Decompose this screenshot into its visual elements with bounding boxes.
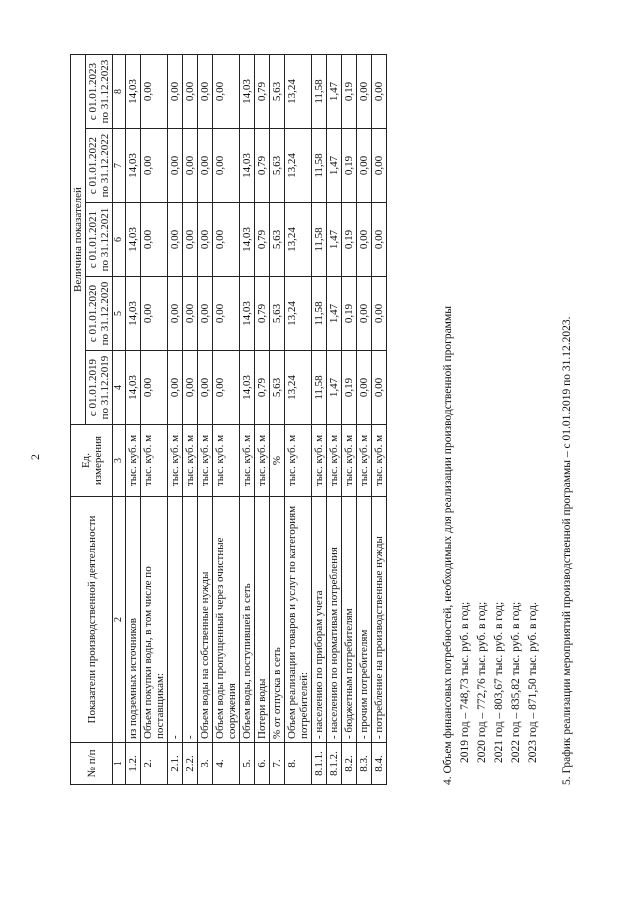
page-number: 2 bbox=[28, 454, 42, 460]
row-unit: тыс. куб. м bbox=[357, 425, 372, 497]
row-value: 14,03 bbox=[126, 203, 141, 277]
row-number: 5. bbox=[240, 743, 255, 785]
table-row bbox=[240, 55, 255, 785]
row-indicator-name: - населению по нормативам потребления bbox=[327, 497, 342, 743]
table-row bbox=[372, 55, 387, 785]
row-unit: тыс. куб. м bbox=[141, 425, 168, 497]
row-unit: тыс. куб. м bbox=[372, 425, 387, 497]
row-value: 0,00 bbox=[183, 55, 198, 129]
row-value: 11,58 bbox=[312, 55, 327, 129]
row-unit: тыс. куб. м bbox=[255, 425, 270, 497]
row-number: 7. bbox=[270, 743, 285, 785]
row-number: 6. bbox=[255, 743, 270, 785]
table-row bbox=[255, 55, 270, 785]
row-indicator-name: Объем покупки воды, в том числе по поставщикам: bbox=[141, 497, 168, 743]
row-indicator-name: - потребление на производственные нужды bbox=[372, 497, 387, 743]
table-row bbox=[198, 55, 213, 785]
row-value: 1,47 bbox=[327, 203, 342, 277]
row-value: 0,79 bbox=[255, 277, 270, 351]
row-unit: тыс. куб. м bbox=[285, 425, 312, 497]
row-value: 1,47 bbox=[327, 351, 342, 425]
table-row bbox=[312, 55, 327, 785]
financial-line: 2019 год – 748,73 тыс. руб. в год; bbox=[459, 601, 471, 763]
row-unit: тыс. куб. м bbox=[327, 425, 342, 497]
row-value: 0,00 bbox=[168, 203, 183, 277]
row-value: 11,58 bbox=[312, 203, 327, 277]
row-value: 0,00 bbox=[168, 55, 183, 129]
row-number: 8.1.1. bbox=[312, 743, 327, 785]
column-index: 6 bbox=[113, 203, 126, 277]
row-number: 2. bbox=[141, 743, 168, 785]
table-row bbox=[357, 55, 372, 785]
row-value: 0,00 bbox=[141, 277, 168, 351]
row-number: 8.4. bbox=[372, 743, 387, 785]
header-indicator: Показатели производственной деятельности bbox=[71, 497, 113, 743]
table-row bbox=[183, 55, 198, 785]
row-value: 0,19 bbox=[342, 203, 357, 277]
table-row bbox=[342, 55, 357, 785]
row-value: 14,03 bbox=[240, 203, 255, 277]
row-unit: тыс. куб. м bbox=[168, 425, 183, 497]
row-value: 0,00 bbox=[213, 351, 240, 425]
financial-line: 2023 год – 871,50 тыс. руб. в год. bbox=[527, 602, 539, 763]
row-value: 0,00 bbox=[198, 55, 213, 129]
table-row bbox=[126, 55, 141, 785]
row-value: 0,00 bbox=[357, 351, 372, 425]
row-value: 11,58 bbox=[312, 277, 327, 351]
column-index: 7 bbox=[113, 129, 126, 203]
row-value: 0,00 bbox=[183, 277, 198, 351]
row-unit: тыс. куб. м bbox=[240, 425, 255, 497]
row-number: 8.1.2. bbox=[327, 743, 342, 785]
row-value: 0,19 bbox=[342, 129, 357, 203]
row-value: 0,00 bbox=[213, 55, 240, 129]
row-value: 14,03 bbox=[240, 129, 255, 203]
row-value: 0,00 bbox=[183, 129, 198, 203]
header-period-2019: с 01.01.2019 по 31.12.2019 bbox=[86, 351, 113, 425]
row-value: 0,00 bbox=[141, 129, 168, 203]
header-unit: Ед. измерения bbox=[71, 425, 113, 497]
row-value: 0,00 bbox=[372, 55, 387, 129]
row-value: 13,24 bbox=[285, 55, 312, 129]
row-value: 0,00 bbox=[168, 351, 183, 425]
header-num: № п/п bbox=[71, 743, 113, 785]
row-value: 0,00 bbox=[141, 351, 168, 425]
row-value: 13,24 bbox=[285, 129, 312, 203]
row-unit: тыс. куб. м bbox=[312, 425, 327, 497]
row-value: 14,03 bbox=[126, 129, 141, 203]
row-value: 0,79 bbox=[255, 55, 270, 129]
row-unit: тыс. куб. м bbox=[213, 425, 240, 497]
row-indicator-name: Потери воды bbox=[255, 497, 270, 743]
row-number: 2.1. bbox=[168, 743, 183, 785]
table-row bbox=[213, 55, 240, 785]
row-value: 14,03 bbox=[240, 55, 255, 129]
row-value: 0,00 bbox=[168, 277, 183, 351]
column-index: 4 bbox=[113, 351, 126, 425]
row-value: 5,63 bbox=[270, 55, 285, 129]
row-value: 0,00 bbox=[213, 129, 240, 203]
row-value: 5,63 bbox=[270, 129, 285, 203]
row-number: 8. bbox=[285, 743, 312, 785]
header-values-group: Величина показателей bbox=[71, 55, 86, 425]
row-value: 13,24 bbox=[285, 277, 312, 351]
row-number: 3. bbox=[198, 743, 213, 785]
row-value: 0,19 bbox=[342, 277, 357, 351]
row-indicator-name: - bbox=[183, 497, 198, 743]
row-value: 0,00 bbox=[372, 277, 387, 351]
table-row bbox=[327, 55, 342, 785]
row-value: 0,00 bbox=[213, 203, 240, 277]
row-number: 8.3. bbox=[357, 743, 372, 785]
row-value: 0,19 bbox=[342, 351, 357, 425]
row-value: 0,00 bbox=[168, 129, 183, 203]
row-value: 0,19 bbox=[342, 55, 357, 129]
row-value: 13,24 bbox=[285, 203, 312, 277]
financial-line: 2022 год – 835,82 тыс. руб. в год; bbox=[510, 601, 522, 763]
row-value: 5,63 bbox=[270, 203, 285, 277]
row-value: 14,03 bbox=[126, 277, 141, 351]
row-value: 14,03 bbox=[126, 55, 141, 129]
row-value: 0,00 bbox=[372, 129, 387, 203]
row-unit: тыс. куб. м bbox=[198, 425, 213, 497]
row-value: 0,79 bbox=[255, 203, 270, 277]
row-indicator-name: % от отпуска в сеть bbox=[270, 497, 285, 743]
row-value: 1,47 bbox=[327, 277, 342, 351]
row-unit: % bbox=[270, 425, 285, 497]
financial-line: 2021 год – 803,67 тыс. руб. в год; bbox=[493, 601, 505, 763]
header-period-2023: с 01.01.2023 по 31.12.2023 bbox=[86, 55, 113, 129]
row-number: 4. bbox=[213, 743, 240, 785]
row-number: 8.2. bbox=[342, 743, 357, 785]
financial-needs-title: 4. Объем финансовых потребностей, необходимых для реализации производственной программы bbox=[442, 306, 454, 785]
row-value: 1,47 bbox=[327, 129, 342, 203]
header-period-2022: с 01.01.2022 по 31.12.2022 bbox=[86, 129, 113, 203]
financial-line: 2020 год – 772,76 тыс. руб. в год; bbox=[476, 601, 488, 763]
row-value: 0,79 bbox=[255, 129, 270, 203]
row-number: 2.2. bbox=[183, 743, 198, 785]
row-indicator-name: Объем реализации товаров и услуг по категориям потребителей: bbox=[285, 497, 312, 743]
row-value: 0,00 bbox=[198, 129, 213, 203]
table-row bbox=[168, 55, 183, 785]
row-value: 0,00 bbox=[357, 277, 372, 351]
row-indicator-name: - прочим потребителям bbox=[357, 497, 372, 743]
row-value: 0,00 bbox=[141, 203, 168, 277]
table-row bbox=[270, 55, 285, 785]
row-value: 0,00 bbox=[198, 203, 213, 277]
row-indicator-name: из подземных источников bbox=[126, 497, 141, 743]
row-value: 14,03 bbox=[240, 277, 255, 351]
row-value: 13,24 bbox=[285, 351, 312, 425]
row-value: 0,00 bbox=[357, 55, 372, 129]
column-index: 5 bbox=[113, 277, 126, 351]
row-number: 1.2. bbox=[126, 743, 141, 785]
row-indicator-name: - населению по приборам учета bbox=[312, 497, 327, 743]
row-value: 0,00 bbox=[372, 351, 387, 425]
row-indicator-name: Объем воды на собственные нужды bbox=[198, 497, 213, 743]
column-index: 2 bbox=[113, 497, 126, 743]
row-value: 0,00 bbox=[141, 55, 168, 129]
column-index: 8 bbox=[113, 55, 126, 129]
row-indicator-name: - bbox=[168, 497, 183, 743]
row-indicator-name: Объем воды пропущенный через очистные сооружения bbox=[213, 497, 240, 743]
table-row bbox=[141, 55, 168, 785]
row-unit: тыс. куб. м bbox=[183, 425, 198, 497]
row-indicator-name: Объем воды, поступившей в сеть bbox=[240, 497, 255, 743]
row-value: 0,00 bbox=[357, 203, 372, 277]
column-index: 1 bbox=[113, 743, 126, 785]
notes-section bbox=[440, 45, 576, 785]
row-unit: тыс. куб. м bbox=[342, 425, 357, 497]
spacer bbox=[542, 45, 559, 785]
row-value: 1,47 bbox=[327, 55, 342, 129]
row-value: 0,00 bbox=[198, 351, 213, 425]
production-indicators-table bbox=[70, 54, 387, 785]
table-header-row bbox=[71, 55, 86, 785]
row-value: 0,00 bbox=[198, 277, 213, 351]
row-value: 11,58 bbox=[312, 351, 327, 425]
schedule-note: 5. График реализации мероприятий производственной программы – с 01.01.2019 по 31.12.2023. bbox=[561, 316, 573, 785]
column-index-row bbox=[113, 55, 126, 785]
column-index: 3 bbox=[113, 425, 126, 497]
header-period-2020: с 01.01.2020 по 31.12.2020 bbox=[86, 277, 113, 351]
row-value: 0,00 bbox=[357, 129, 372, 203]
row-value: 0,79 bbox=[255, 351, 270, 425]
row-value: 11,58 bbox=[312, 129, 327, 203]
row-value: 0,00 bbox=[183, 203, 198, 277]
table-row bbox=[285, 55, 312, 785]
row-value: 0,00 bbox=[213, 277, 240, 351]
header-period-2021: с 01.01.2021 по 31.12.2021 bbox=[86, 203, 113, 277]
row-value: 0,00 bbox=[372, 203, 387, 277]
row-unit: тыс. куб. м bbox=[126, 425, 141, 497]
row-value: 5,63 bbox=[270, 277, 285, 351]
row-value: 14,03 bbox=[126, 351, 141, 425]
row-value: 5,63 bbox=[270, 351, 285, 425]
row-indicator-name: - бюджетным потребителям bbox=[342, 497, 357, 743]
row-value: 0,00 bbox=[183, 351, 198, 425]
row-value: 14,03 bbox=[240, 351, 255, 425]
